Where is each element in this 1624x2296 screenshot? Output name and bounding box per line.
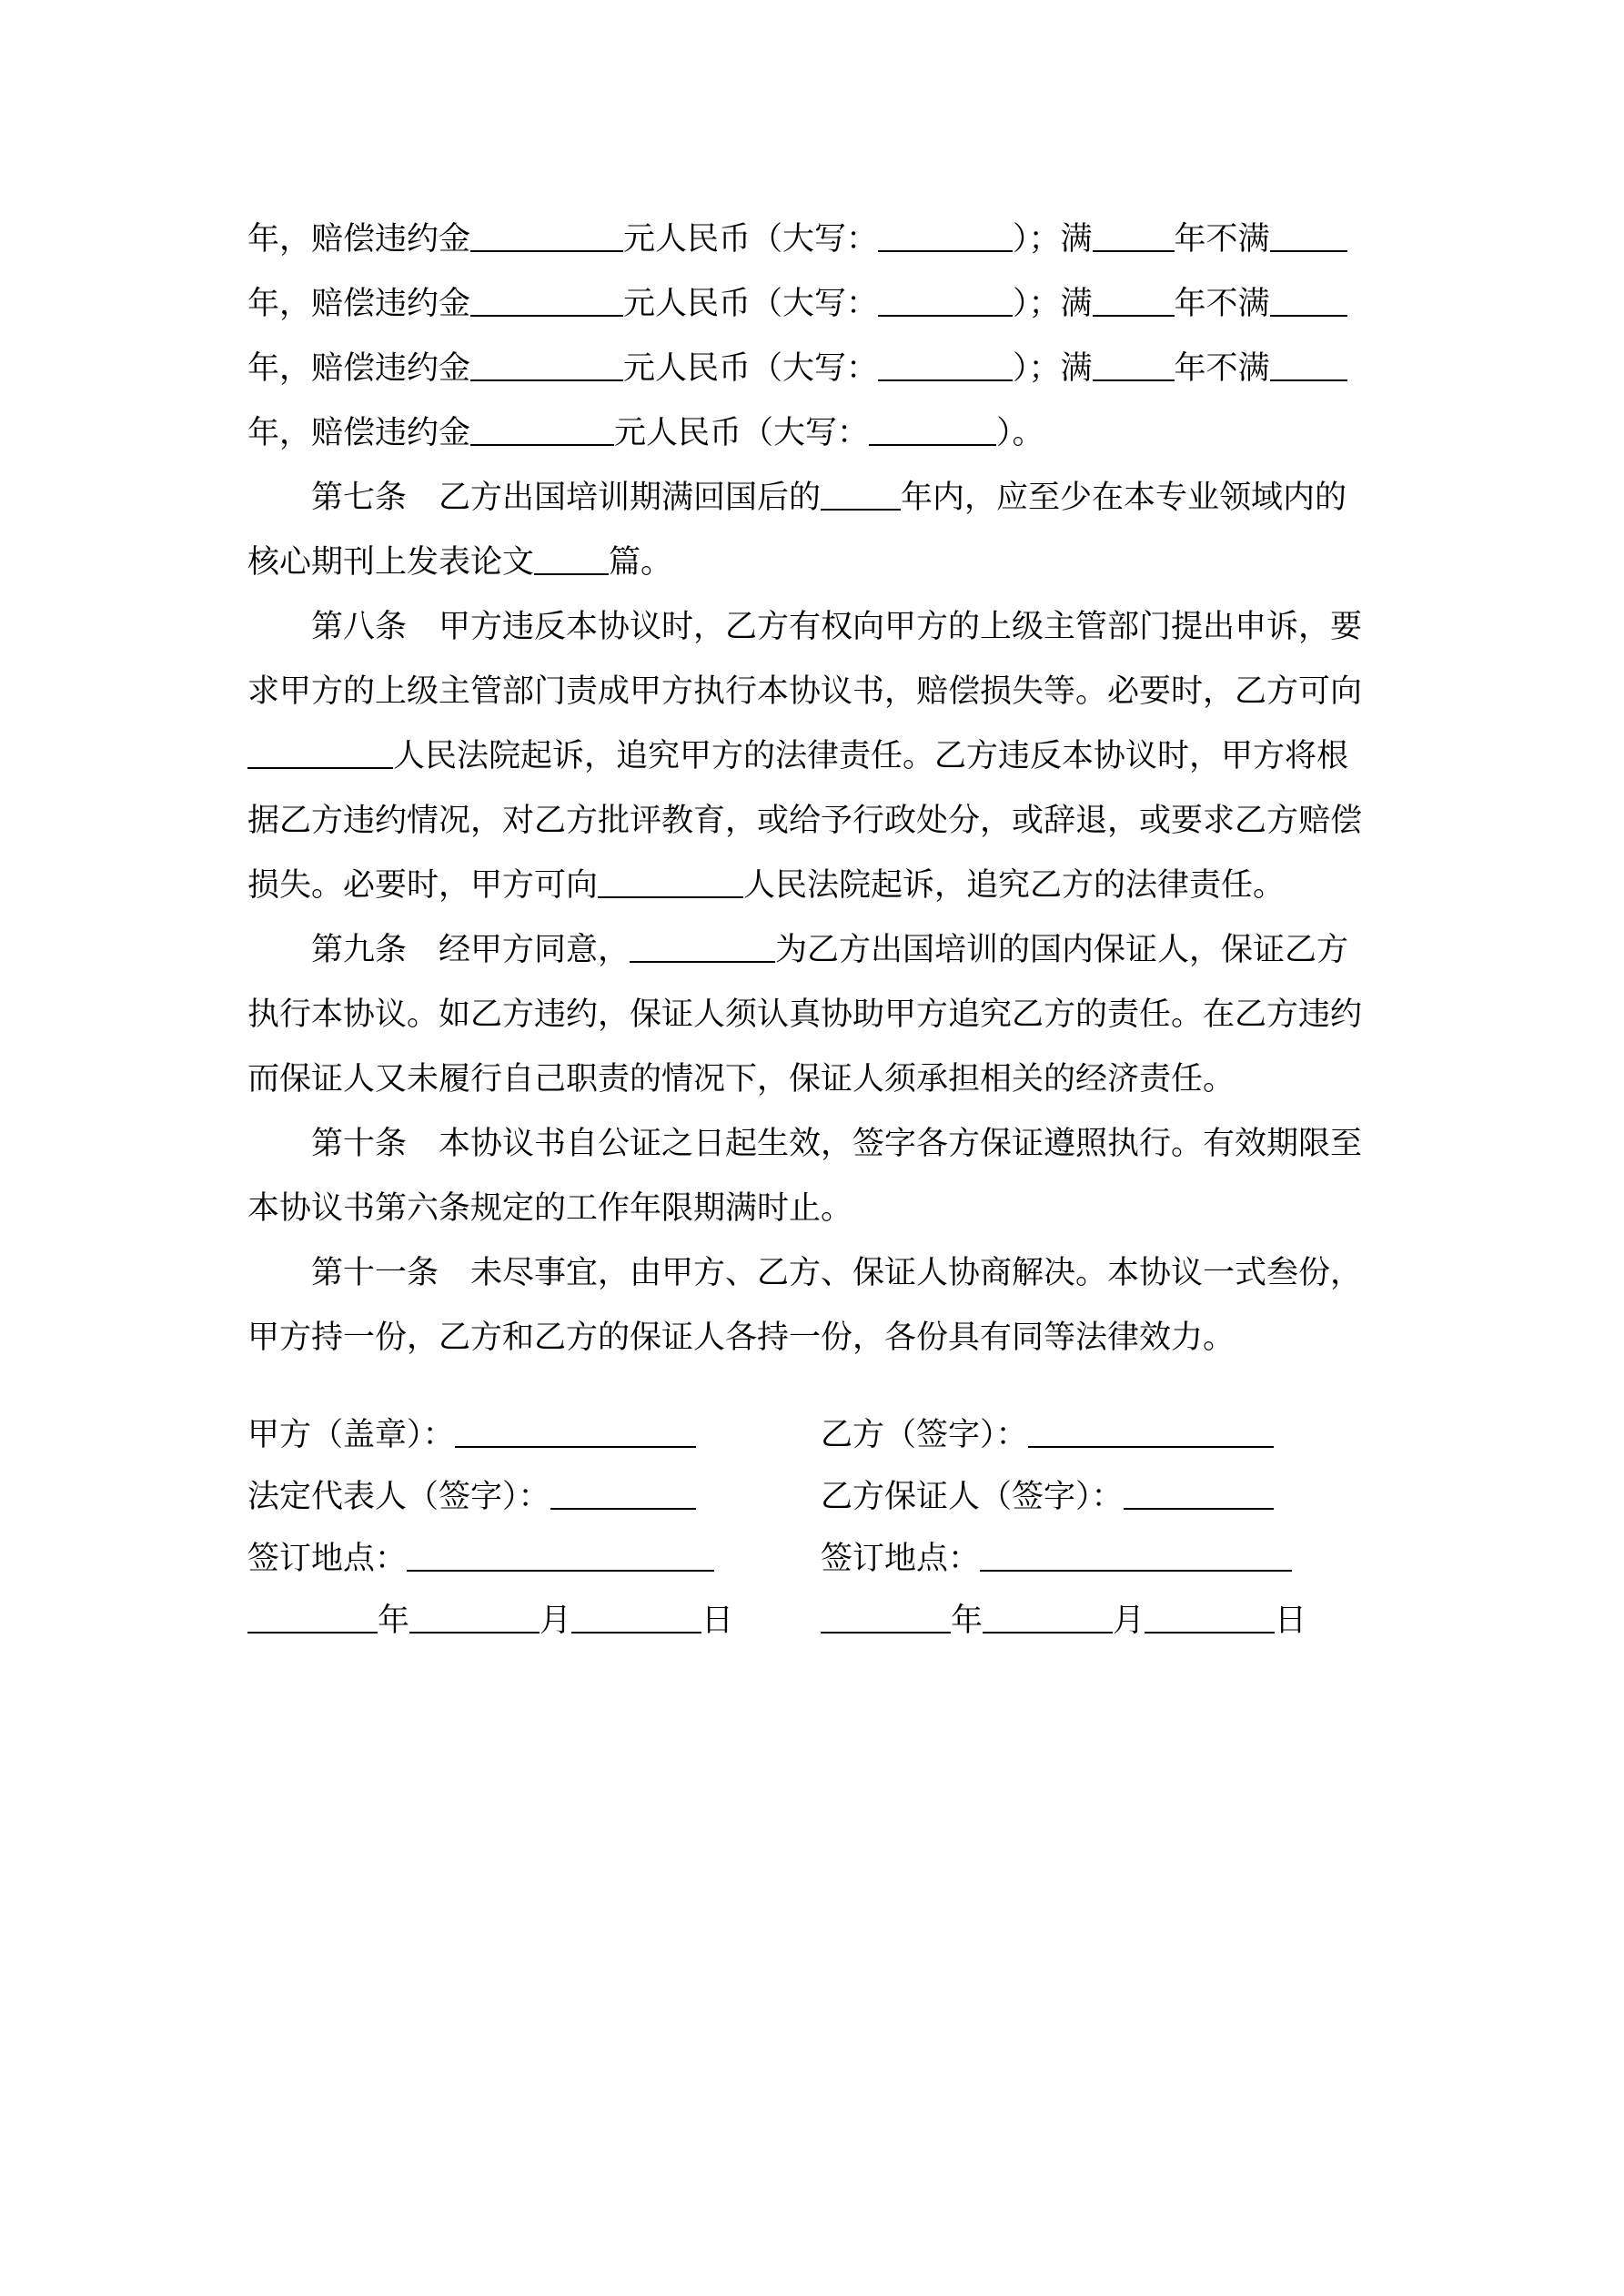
art9-line-3 — [247, 1047, 1394, 1112]
signature-row-4 — [247, 1590, 1394, 1652]
text-segment: 年，赔偿违约金 — [247, 286, 471, 322]
text-segment: 元人民币（大写： — [623, 221, 879, 258]
art6-line-4 — [247, 401, 1394, 466]
party-b-sign-field[interactable] — [1028, 1414, 1274, 1448]
art8-line-1 — [247, 595, 1394, 660]
blank-years[interactable] — [1093, 348, 1175, 381]
text-segment: 第十条 本协议书自公证之日起生效，签字各方保证遵照执行。有效期限至 — [247, 1126, 1363, 1162]
art6-line-2 — [247, 272, 1394, 337]
blank-years[interactable] — [1093, 218, 1175, 252]
text-segment: 本协议书第六条规定的工作年限期满时止。 — [247, 1190, 853, 1227]
guarantor-sign-label: 乙方保证人（签字）： — [821, 1479, 1124, 1515]
party-a-month-field[interactable] — [409, 1600, 540, 1633]
art6-line-1 — [247, 207, 1394, 272]
art8-line-2 — [247, 660, 1394, 724]
art7-line-1 — [247, 466, 1394, 531]
text-segment: 第十一条 未尽事宜，由甲方、乙方、保证人协商解决。本协议一式叁份， — [247, 1255, 1363, 1291]
text-segment: 年不满 — [1174, 286, 1270, 322]
text-segment: 而保证人又未履行自己职责的情况下，保证人须承担相关的经济责任。 — [247, 1061, 1236, 1097]
text-segment: ）；满 — [1013, 350, 1093, 387]
blank-capital-amount[interactable] — [878, 283, 1013, 317]
text-segment: 元人民币（大写： — [614, 415, 870, 451]
blank-years[interactable] — [1270, 348, 1347, 381]
party-b-day-field[interactable] — [1145, 1600, 1275, 1633]
text-segment: 执行本协议。如乙方违约，保证人须认真协助甲方追究乙方的责任。在乙方违约 — [247, 996, 1363, 1033]
party-a-seal-label: 甲方（盖章）： — [247, 1417, 455, 1453]
art8-line-4 — [247, 789, 1394, 854]
text-segment: 元人民币（大写： — [623, 350, 879, 387]
text-segment: 损失。必要时，甲方可向 — [247, 867, 599, 904]
party-b-place-field[interactable] — [980, 1538, 1292, 1572]
party-a-day-field[interactable] — [571, 1600, 701, 1633]
art7-line-2 — [247, 531, 1394, 595]
party-b-sign-label: 乙方（签字）： — [821, 1417, 1028, 1453]
blank-paper-count[interactable] — [534, 541, 609, 575]
guarantor-sign-field[interactable] — [1124, 1476, 1274, 1510]
text-segment: 甲方持一份，乙方和乙方的保证人各持一份，各份具有同等法律效力。 — [247, 1320, 1236, 1356]
party-a-year-field[interactable] — [247, 1600, 378, 1633]
blank-court[interactable] — [598, 865, 743, 898]
party-b-year-field[interactable] — [821, 1600, 951, 1633]
blank-amount[interactable] — [470, 348, 623, 381]
month-label: 月 — [540, 1603, 572, 1639]
art10-line-1 — [247, 1112, 1394, 1177]
party-b-month-field[interactable] — [983, 1600, 1113, 1633]
blank-years[interactable] — [1270, 218, 1347, 252]
art10-line-2 — [247, 1177, 1394, 1241]
year-label: 年 — [378, 1603, 410, 1639]
text-segment: 第九条 经甲方同意， — [247, 932, 630, 968]
text-segment: 求甲方的上级主管部门责成甲方执行本协议书，赔偿损失等。必要时，乙方可向 — [247, 673, 1363, 710]
text-segment: 第八条 甲方违反本协议时，乙方有权向甲方的上级主管部门提出申诉，要 — [247, 609, 1363, 645]
art8-line-5 — [247, 854, 1394, 918]
text-segment: ）；满 — [1013, 286, 1093, 322]
signature-row-1 — [247, 1404, 1394, 1466]
text-segment: 年不满 — [1174, 221, 1270, 258]
year-label: 年 — [951, 1603, 983, 1639]
art6-line-3 — [247, 337, 1394, 401]
blank-years[interactable] — [821, 477, 901, 511]
text-segment: 年，赔偿违约金 — [247, 350, 471, 387]
text-segment: 人民法院起诉，追究甲方的法律责任。乙方违反本协议时，甲方将根 — [393, 738, 1349, 774]
art9-line-1 — [247, 918, 1394, 983]
blank-amount[interactable] — [470, 412, 614, 446]
month-label: 月 — [1113, 1603, 1145, 1639]
legal-rep-sign-label: 法定代表人（签字）： — [247, 1479, 550, 1515]
text-segment: 为乙方出国培训的国内保证人，保证乙方 — [775, 932, 1349, 968]
blank-years[interactable] — [1093, 283, 1175, 317]
signature-block — [247, 1404, 1394, 1652]
text-segment: 年不满 — [1174, 350, 1270, 387]
contract-body — [247, 207, 1394, 1371]
art8-line-3 — [247, 724, 1394, 789]
party-b-place-label: 签订地点： — [821, 1541, 981, 1577]
party-a-place-label: 签订地点： — [247, 1541, 408, 1577]
party-a-place-field[interactable] — [407, 1538, 714, 1572]
blank-amount[interactable] — [470, 283, 623, 317]
signature-row-3 — [247, 1528, 1394, 1590]
text-segment: 据乙方违约情况，对乙方批评教育，或给予行政处分，或辞退，或要求乙方赔偿 — [247, 803, 1363, 839]
text-segment: 年，赔偿违约金 — [247, 415, 471, 451]
text-segment: ）；满 — [1013, 221, 1093, 258]
blank-capital-amount[interactable] — [878, 348, 1013, 381]
legal-rep-sign-field[interactable] — [550, 1476, 696, 1510]
day-label: 日 — [1275, 1603, 1307, 1639]
blank-court[interactable] — [247, 735, 393, 769]
party-a-seal-field[interactable] — [455, 1414, 696, 1448]
blank-capital-amount[interactable] — [869, 412, 996, 446]
text-segment: 元人民币（大写： — [623, 286, 879, 322]
text-segment: 人民法院起诉，追究乙方的法律责任。 — [743, 867, 1286, 904]
signature-row-2 — [247, 1466, 1394, 1528]
art11-line-2 — [247, 1306, 1394, 1371]
blank-guarantor[interactable] — [630, 929, 775, 963]
text-segment: 年内，应至少在本专业领域内的 — [901, 480, 1347, 516]
text-segment: 年，赔偿违约金 — [247, 221, 471, 258]
blank-capital-amount[interactable] — [878, 218, 1013, 252]
art9-line-2 — [247, 983, 1394, 1047]
day-label: 日 — [701, 1603, 734, 1639]
art11-line-1 — [247, 1241, 1394, 1306]
text-segment: 核心期刊上发表论文 — [247, 544, 535, 581]
blank-years[interactable] — [1270, 283, 1347, 317]
blank-amount[interactable] — [470, 218, 623, 252]
text-segment: 第七条 乙方出国培训期满回国后的 — [247, 480, 822, 516]
text-segment: 篇。 — [609, 544, 673, 581]
text-segment: ）。 — [996, 415, 1044, 451]
